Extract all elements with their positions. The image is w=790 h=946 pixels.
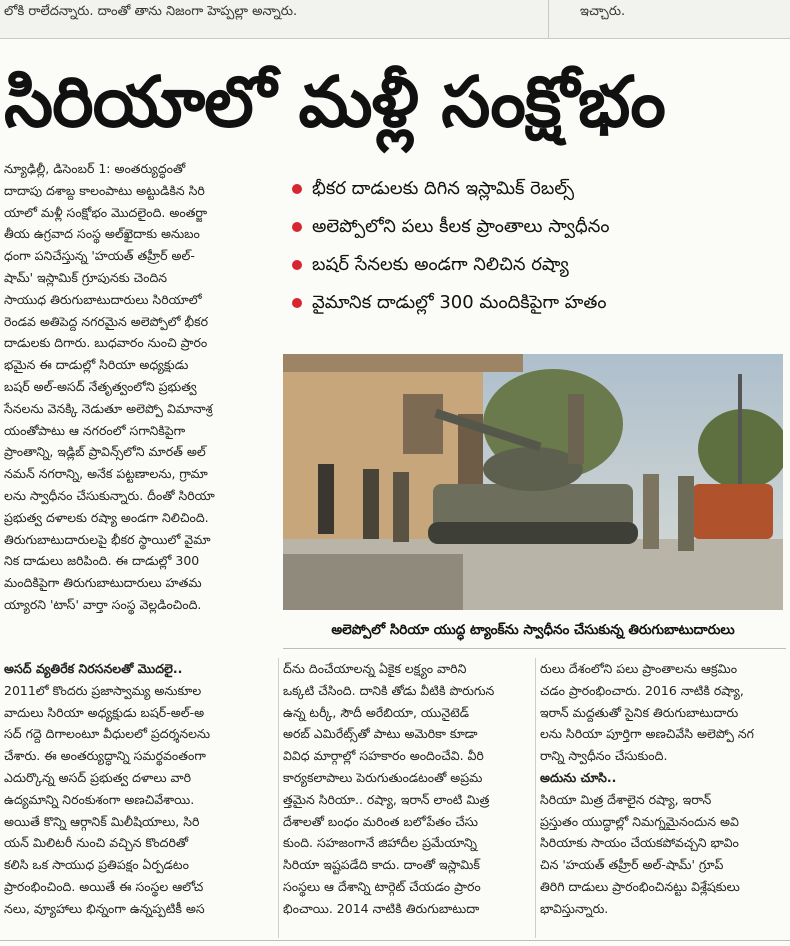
soldier xyxy=(568,394,584,464)
article-line: యంతోపాటు ఆ నగరంలో సగానికిపైగా xyxy=(4,422,186,438)
article-line: సిరియాకు సాయం చేయకపోవచ్చని భావిం xyxy=(540,835,739,851)
bullet-dot-icon xyxy=(292,222,302,232)
article-line: దాదాపు దశాబ్ద కాలంపాటు అట్టుడికిన సిరి xyxy=(4,182,205,198)
article-line: రాన్ని స్వాధీనం చేసుకుంది. xyxy=(540,748,668,764)
article-line: వివిధ మార్గాల్లో సహకారం అందించేవి. వీరి xyxy=(283,748,484,764)
article-line: చిన 'హయత్ తహ్రీర్ అల్-షామ్' గ్రూప్ xyxy=(540,857,724,873)
article-line: తిరిగి దాడులు ప్రారంభించినట్టు విశ్లేషకులు xyxy=(540,878,740,894)
article-line: ప్రారంభించింది. అయితే ఈ సంస్థల ఆలోచ xyxy=(4,878,204,894)
highlight-item xyxy=(290,170,790,208)
article-line: ప్రాంతాన్ని, ఇడ్లిబ్ ప్రావిన్స్‌లోని మారత్ అల్ xyxy=(4,444,206,460)
article-line: యాలో మళ్లీ సంక్షోభం మొదలైంది. అంతర్జా xyxy=(4,204,208,220)
article-line: నిక దాడులు జరిపింది. ఈ దాడుల్లో 300 xyxy=(4,553,200,569)
top-strip-divider xyxy=(548,0,549,38)
article-line: ఉన్న టర్కీ, సౌదీ అరేబియా, యునైటెడ్ xyxy=(283,704,470,720)
article-line: య్యారని 'టాస్' వార్తా సంస్థ వెల్లడించింది. xyxy=(4,596,202,612)
article-line: చడం ప్రారంభించారు. 2016 నాటికి రష్యా, xyxy=(540,682,744,698)
soldier xyxy=(678,476,694,551)
article-line: కార్యకలాపాలు పెరుగుతుండటంతో అప్రమ xyxy=(283,769,483,785)
article-line: బషర్ అల్-అసద్ నేతృత్వంలోని ప్రభుత్వ xyxy=(4,378,197,394)
article-line: యన్ మిలిటరీ నుంచి వచ్చిన కొందరితో xyxy=(4,835,189,851)
rubble xyxy=(283,554,463,610)
highlight-item xyxy=(290,246,790,284)
article-line: మందికిపైగా తిరుగుబాటుదారులు హతమ xyxy=(4,575,202,591)
photo-caption: అలెప్పోలో సిరియా యుద్ధ ట్యాంక్‌ను స్వాధీనం చేసుకున్న తిరుగుబాటుదారులు xyxy=(331,622,735,638)
article-line: అయితే కొన్ని ఆర్గానిక్ మిలీషియాలు, సిరి xyxy=(4,813,200,829)
article-line: షామ్' ఇస్లామిక్ గ్రూపునకు చెందిన xyxy=(4,269,168,285)
top-strip xyxy=(0,0,790,39)
article-line: సిరియా మిత్ర దేశాలైన రష్యా, ఇరాన్ xyxy=(540,791,712,807)
highlight-item xyxy=(290,208,790,246)
bullet-dot-icon xyxy=(292,298,302,308)
article-column-2 xyxy=(283,658,529,920)
highlight-text: వైమానిక దాడుల్లో 300 మందికిపైగా హతం xyxy=(312,292,607,313)
article-line: రెండవ అతిపెద్ద నగరమైన అలెప్పోలో భీకర xyxy=(4,313,209,329)
article-line: లను స్వాధీనం చేసుకున్నారు. దీంతో సిరియా xyxy=(4,487,215,503)
subheading: అదును చూసి.. xyxy=(540,769,617,785)
window xyxy=(403,394,443,454)
article-line: ఒక్కటి చేసింది. దానికి తోడు వీటికి పొరుగున xyxy=(283,682,495,698)
soldier xyxy=(318,464,334,534)
article-line: ప్రభుత్వ దళాలకు రష్యా అండగా నిలిచింది. xyxy=(4,509,209,525)
highlight-text: అలెప్పోలోని పలు కీలక ప్రాంతాలు స్వాధీనం xyxy=(312,216,610,237)
article-line: రులు దేశంలోని పలు ప్రాంతాలను ఆక్రమిం xyxy=(540,661,738,676)
article-line: ఇరాన్ మద్దతుతో సైనిక తిరుగుబాటుదారు xyxy=(540,704,739,720)
article-column-3 xyxy=(540,658,786,920)
article-line: ద్‌ను దించేయాలన్న ఏకైక లక్ష్యం వారిని xyxy=(283,661,467,676)
article-line: భావిస్తున్నారు. xyxy=(540,900,609,916)
article-line: తిరుగుబాటుదారులపై భీకర స్థాయిలో వైమా xyxy=(4,531,211,547)
soldier xyxy=(393,472,409,542)
article-line: భమైన ఈ దాడుల్లో సిరియా అధ్యక్షుడు xyxy=(4,357,189,373)
article-line: చేశారు. ఈ అంతర్యుద్ధాన్ని సమర్థవంతంగా xyxy=(4,748,206,764)
top-strip-right-text: ఇచ్చారు. xyxy=(580,4,626,19)
building-roof xyxy=(283,354,523,372)
article-line: ధంగా పనిచేస్తున్న 'హయత్ తహ్రీర్ అల్- xyxy=(4,248,195,264)
article-line: ప్రస్తుతం యుద్ధాల్లో నిమగ్నమైనందున అవి xyxy=(540,813,739,829)
article-column-1 xyxy=(4,158,274,616)
article-line: నలు, వ్యూహాలు భిన్నంగా ఉన్నప్పటికీ అస xyxy=(4,900,205,916)
article-column-1-continued xyxy=(4,658,274,920)
highlight-text: బషర్ సేనలకు అండగా నిలిచిన రష్యా xyxy=(312,254,569,275)
article-line: సద్ గద్దె దిగాలంటూ వీధులలో ప్రదర్శనలను xyxy=(4,726,211,742)
soldier xyxy=(643,474,659,549)
highlights-list xyxy=(290,170,790,322)
article-line: నమన్ నగరాన్ని, అనేక పట్టణాలను, గ్రామా xyxy=(4,466,208,482)
article-line: సేనలను వెనక్కి నెడుతూ అలెప్పో విమానాశ్ర xyxy=(4,400,213,416)
article-line: కుంది. సహజంగానే జిహాదీల ప్రమేయాన్ని xyxy=(283,835,477,851)
article-line: అరబ్ ఎమిరేట్స్‌తో పాటు అమెరికా కూడా xyxy=(283,726,478,742)
top-strip-left-text: లోకి రాలేదన్నారు. దాంతో తాను నిజంగా హెప్పల్లా అన్నారు. xyxy=(4,4,298,19)
article-line: ఉద్యమాన్ని నిరంకుశంగా అణచివేశాయి. xyxy=(4,791,195,807)
tank-photo-illustration xyxy=(283,354,783,610)
article-line: 2011లో కొందరు ప్రజాస్వామ్య అనుకూల xyxy=(4,682,202,698)
headline: సిరియాలో మళ్లీ సంక్షోభం xyxy=(4,60,665,143)
caption-divider xyxy=(283,648,786,649)
article-line: ఎదుర్కొన్న అసద్ ప్రభుత్వ దళాలు వారి xyxy=(4,769,192,785)
tank-tracks xyxy=(428,522,638,544)
suv xyxy=(693,484,773,539)
article-line: తీయ ఉగ్రవాద సంస్థ అల్‌ఖైదాకు అనుబం xyxy=(4,226,200,242)
article-line: సిరియా ఇష్టపడేది కాదు. దాంతో ఇస్లామిక్ xyxy=(283,857,480,873)
bottom-rule xyxy=(0,940,790,941)
article-line: భించాయి. 2014 నాటికి తిరుగుబాటుదా xyxy=(283,900,480,916)
highlight-item xyxy=(290,284,790,322)
column-divider xyxy=(278,658,279,938)
article-line: లను సిరియా పూర్తిగా అణచివేసి అలెప్పో నగ xyxy=(540,726,754,742)
highlight-text: భీకర దాడులకు దిగిన ఇస్లామిక్ రెబల్స్ xyxy=(312,178,575,199)
bullet-dot-icon xyxy=(292,184,302,194)
article-line: దాడులకు దిగారు. బుధవారం నుంచి ప్రారం xyxy=(4,335,208,351)
article-line: త్తమైన సిరియా.. రష్యా, ఇరాన్ లాంటి మిత్ర xyxy=(283,791,490,807)
article-line: దేశాలతో బంధం మరింత బలోపేతం చేసు xyxy=(283,813,478,829)
subheading: అసద్ వ్యతిరేక నిరసనలతో మొదలై.. xyxy=(4,661,183,676)
article-line: సాయుధ తిరుగుబాటుదారులు సిరియాలో xyxy=(4,291,202,307)
column-divider xyxy=(535,658,536,938)
article-line: కలిసి ఒక సాయుధ ప్రతిపక్షం ఏర్పడటం xyxy=(4,857,189,873)
news-photo xyxy=(283,354,783,610)
article-line: న్యూఢిల్లీ, డిసెంబర్ 1: అంతర్యుద్ధంతో xyxy=(4,161,186,176)
bullet-dot-icon xyxy=(292,260,302,270)
article-line: వాదులు సిరియా అధ్యక్షుడు బషర్-అల్-అ xyxy=(4,704,205,720)
soldier xyxy=(363,469,379,539)
article-line: సంస్థలు ఆ దేశాన్ని టార్గెట్ చేయడం ప్రారం xyxy=(283,878,481,894)
